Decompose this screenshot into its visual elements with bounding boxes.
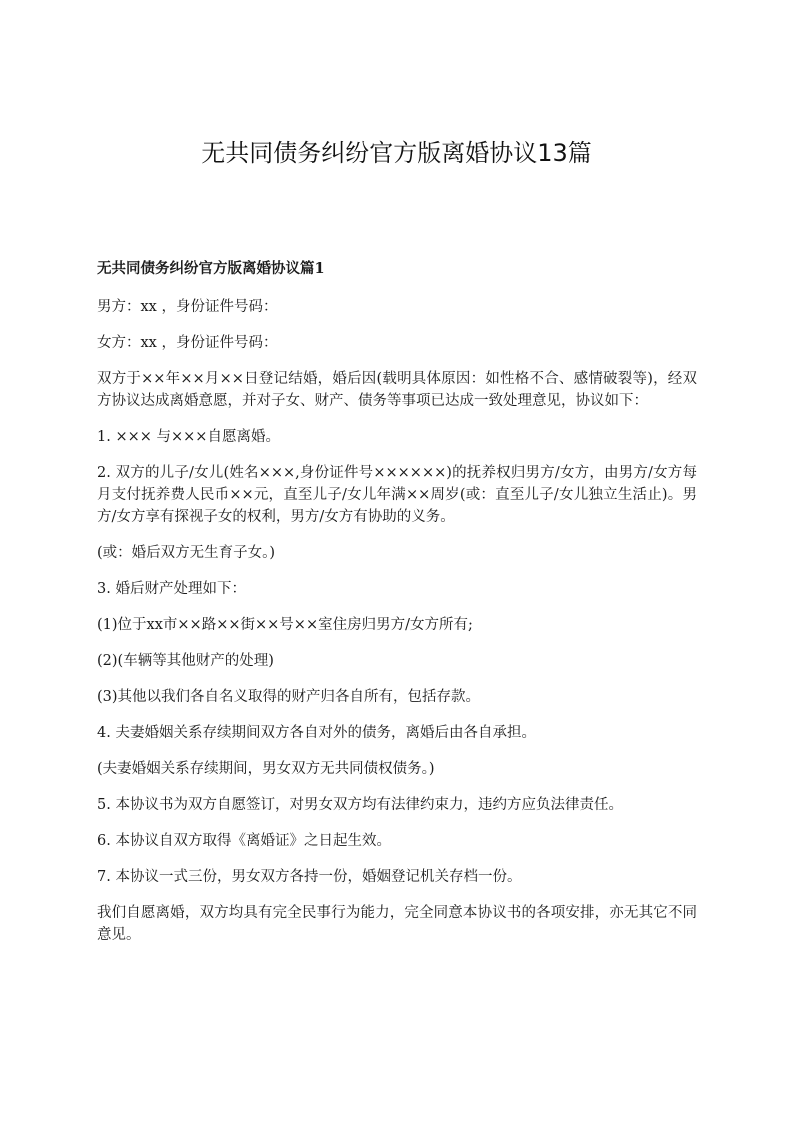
document-body xyxy=(97,258,697,960)
paragraph-clause-1: 1. ××× 与×××自愿离婚。 xyxy=(97,429,280,445)
section-heading: 无共同债务纠纷官方版离婚协议篇1 xyxy=(97,260,325,277)
paragraph-clause-6: 6. 本协议自双方取得《离婚证》之日起生效。 xyxy=(97,833,391,849)
paragraph-clause-7: 7. 本协议一式三份，男女双方各持一份，婚姻登记机关存档一份。 xyxy=(97,869,522,885)
document-title: 无共同债务纠纷官方版离婚协议13篇 xyxy=(201,139,592,167)
paragraph-clause-3: 3. 婚后财产处理如下： xyxy=(97,581,246,597)
paragraph-clause-3-item-3: (3)其他以我们各自名义取得的财产归各自所有，包括存款。 xyxy=(97,689,481,705)
paragraph-clause-4: 4. 夫妻婚姻关系存续期间双方各自对外的债务，离婚后由各自承担。 xyxy=(97,725,536,741)
paragraph-clause-2: 2. 双方的儿子/女儿(姓名×××,身份证件号××××××)的抚养权归男方/女方，由男方/女方每月支付抚养费人民币××元，直至儿子/女儿年满××周岁(或：直至儿子/女儿独立生活止)。男方/女方享有探视子女的权利，男方/女方有协助的义务。 xyxy=(97,465,697,525)
paragraph-clause-4-alt: (夫妻婚姻关系存续期间，男女双方无共同债权债务。) xyxy=(97,761,435,777)
paragraph-clause-5: 5. 本协议书为双方自愿签订，对男女双方均有法律约束力，违约方应负法律责任。 xyxy=(97,797,623,813)
paragraph-clause-3-item-1: (1)位于xx市××路××街××号××室住房归男方/女方所有; xyxy=(97,617,473,633)
paragraph-closing-statement: 我们自愿离婚，双方均具有完全民事行为能力，完全同意本协议书的各项安排，亦无其它不同意见。 xyxy=(97,905,697,943)
paragraph-husband-info: 男方：xx ，身份证件号码： xyxy=(97,299,278,315)
paragraph-preamble: 双方于××年××月××日登记结婚，婚后因(载明具体原因：如性格不合、感情破裂等)，经双方协议达成离婚意愿，并对子女、财产、债务等事项已达成一致处理意见，协议如下： xyxy=(97,371,697,409)
paragraph-wife-info: 女方：xx ，身份证件号码： xyxy=(97,335,278,351)
paragraph-clause-3-item-2: (2)(车辆等其他财产的处理) xyxy=(97,653,274,669)
paragraph-clause-2-alt: (或：婚后双方无生育子女。) xyxy=(97,545,276,561)
